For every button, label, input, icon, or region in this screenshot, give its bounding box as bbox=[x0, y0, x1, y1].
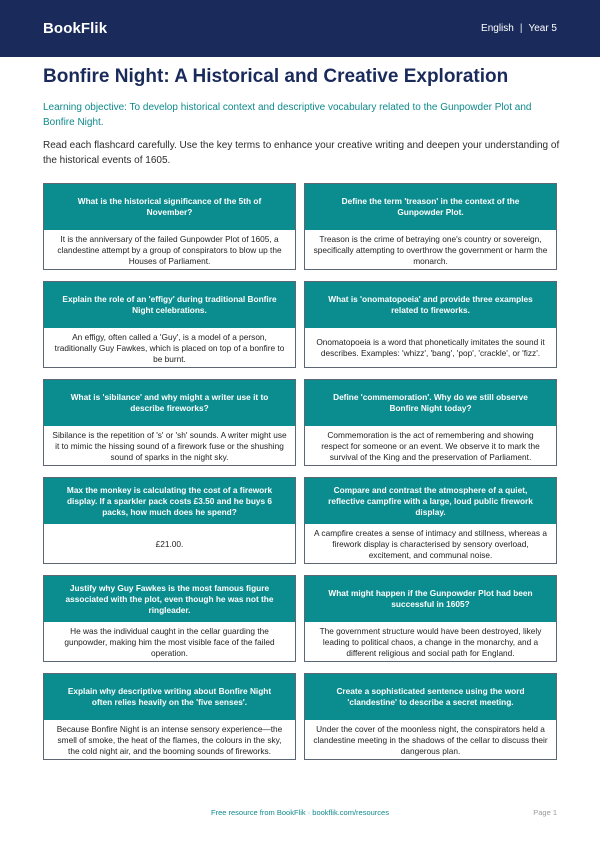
flashcard bbox=[43, 281, 296, 368]
meta-separator: | bbox=[519, 23, 523, 34]
flashcard-answer: An effigy, often called a 'Guy', is a model of a person, traditionally Guy Fawkes, which is placed on top of a bonfire to be burnt. bbox=[54, 331, 285, 364]
flashcard-answer: Sibilance is the repetition of 's' or 'sh' sounds. A writer might use it to mimic the hissing sound of a firework fuse or the shushing sound of sparks in the night sky. bbox=[52, 429, 287, 462]
flashcard-answer: £21.00. bbox=[155, 538, 184, 549]
flashcard-answer: Under the cover of the moonless night, the conspirators held a clandestine meeting in the shadows of the cellar to discuss their dangerous plan. bbox=[313, 723, 548, 756]
intro-text: Read each flashcard carefully. Use the key terms to enhance your creative writing and deepen your understanding of the historical events of 1605. bbox=[43, 140, 560, 166]
flashcard-question: Explain the role of an 'effigy' during traditional Bonfire Night celebrations. bbox=[44, 282, 295, 328]
subject-year bbox=[481, 23, 557, 34]
flashcard bbox=[43, 477, 296, 564]
flashcard-question: What might happen if the Gunpowder Plot had been successful in 1605? bbox=[305, 576, 556, 622]
learning-objective: Learning objective: To develop historical context and descriptive vocabulary related to the Gunpowder Plot and Bonfire Night. bbox=[43, 102, 532, 128]
flashcard-question: Define 'commemoration'. Why do we still observe Bonfire Night today? bbox=[305, 380, 556, 426]
flashcard-question: What is 'sibilance' and why might a writer use it to describe fireworks? bbox=[44, 380, 295, 426]
flashcard-question: What is the historical significance of the 5th of November? bbox=[44, 184, 295, 230]
flashcard bbox=[304, 281, 557, 368]
flashcard-answer: Commemoration is the act of remembering and showing respect for someone or an event. We observe it to mark the survival of the King and the preservation of Parliament. bbox=[321, 429, 540, 462]
page-title: Bonfire Night: A Historical and Creative Exploration bbox=[43, 66, 509, 87]
flashcard-question: Create a sophisticated sentence using the word 'clandestine' to describe a secret meeting. bbox=[305, 674, 556, 720]
flashcard bbox=[43, 575, 296, 662]
page-footer bbox=[0, 808, 600, 822]
flashcard bbox=[43, 183, 296, 270]
flashcard bbox=[304, 575, 557, 662]
top-bar bbox=[0, 0, 600, 57]
flashcard-question: Max the monkey is calculating the cost of a firework display. If a sparkler pack costs £3.50 and he buys 6 packs, how much does he spend? bbox=[44, 478, 295, 524]
flashcard bbox=[304, 673, 557, 760]
year-label: Year 5 bbox=[528, 23, 557, 34]
flashcard-answer: He was the individual caught in the cellar guarding the gunpowder, making him the most visible face of the failed operation. bbox=[64, 625, 275, 658]
flashcard-question: Justify why Guy Fawkes is the most famous figure associated with the plot, even though he was not the ringleader. bbox=[44, 576, 295, 622]
footer-resource-link[interactable]: Free resource from BookFlik · bookflik.com/resources bbox=[211, 808, 389, 817]
flashcard bbox=[304, 183, 557, 270]
flashcard-answer: Because Bonfire Night is an intense sensory experience—the smell of smoke, the heat of the flames, the colours in the sky, the cold night air, and the booming sounds of fireworks. bbox=[56, 723, 283, 756]
page-number: Page 1 bbox=[533, 808, 557, 817]
flashcard-question: Explain why descriptive writing about Bonfire Night often relies heavily on the 'five senses'. bbox=[44, 674, 295, 720]
flashcard-question: Define the term 'treason' in the context of the Gunpowder Plot. bbox=[305, 184, 556, 230]
flashcard-question: Compare and contrast the atmosphere of a quiet, reflective campfire with a large, loud public firework display. bbox=[305, 478, 556, 524]
flashcard-answer: It is the anniversary of the failed Gunpowder Plot of 1605, a clandestine attempt by a group of conspirators to blow up the Houses of Parliament. bbox=[57, 233, 282, 266]
flashcard-answer: A campfire creates a sense of intimacy and stillness, whereas a firework display is characterised by sensory overload, excitement, and communal noise. bbox=[314, 527, 547, 560]
flashcard-answer: Treason is the crime of betraying one's country or sovereign, specifically attempting to overthrow the government or harm the monarch. bbox=[313, 233, 548, 266]
flashcard bbox=[43, 379, 296, 466]
flashcard-answer: Onomatopoeia is a word that phonetically imitates the sound it describes. Examples: 'whizz', 'bang', 'pop', 'crackle', or 'fizz'. bbox=[316, 337, 545, 358]
flashcard-answer: The government structure would have been destroyed, likely leading to political chaos, a change in the monarchy, and a different religious and social path for England. bbox=[319, 625, 542, 658]
brand-logo[interactable]: BookFlik bbox=[43, 20, 108, 37]
flashcard-question: What is 'onomatopoeia' and provide three examples related to fireworks. bbox=[305, 282, 556, 328]
flashcard bbox=[43, 673, 296, 760]
flashcard bbox=[304, 379, 557, 466]
subject-label: English bbox=[481, 23, 514, 34]
flashcard bbox=[304, 477, 557, 564]
